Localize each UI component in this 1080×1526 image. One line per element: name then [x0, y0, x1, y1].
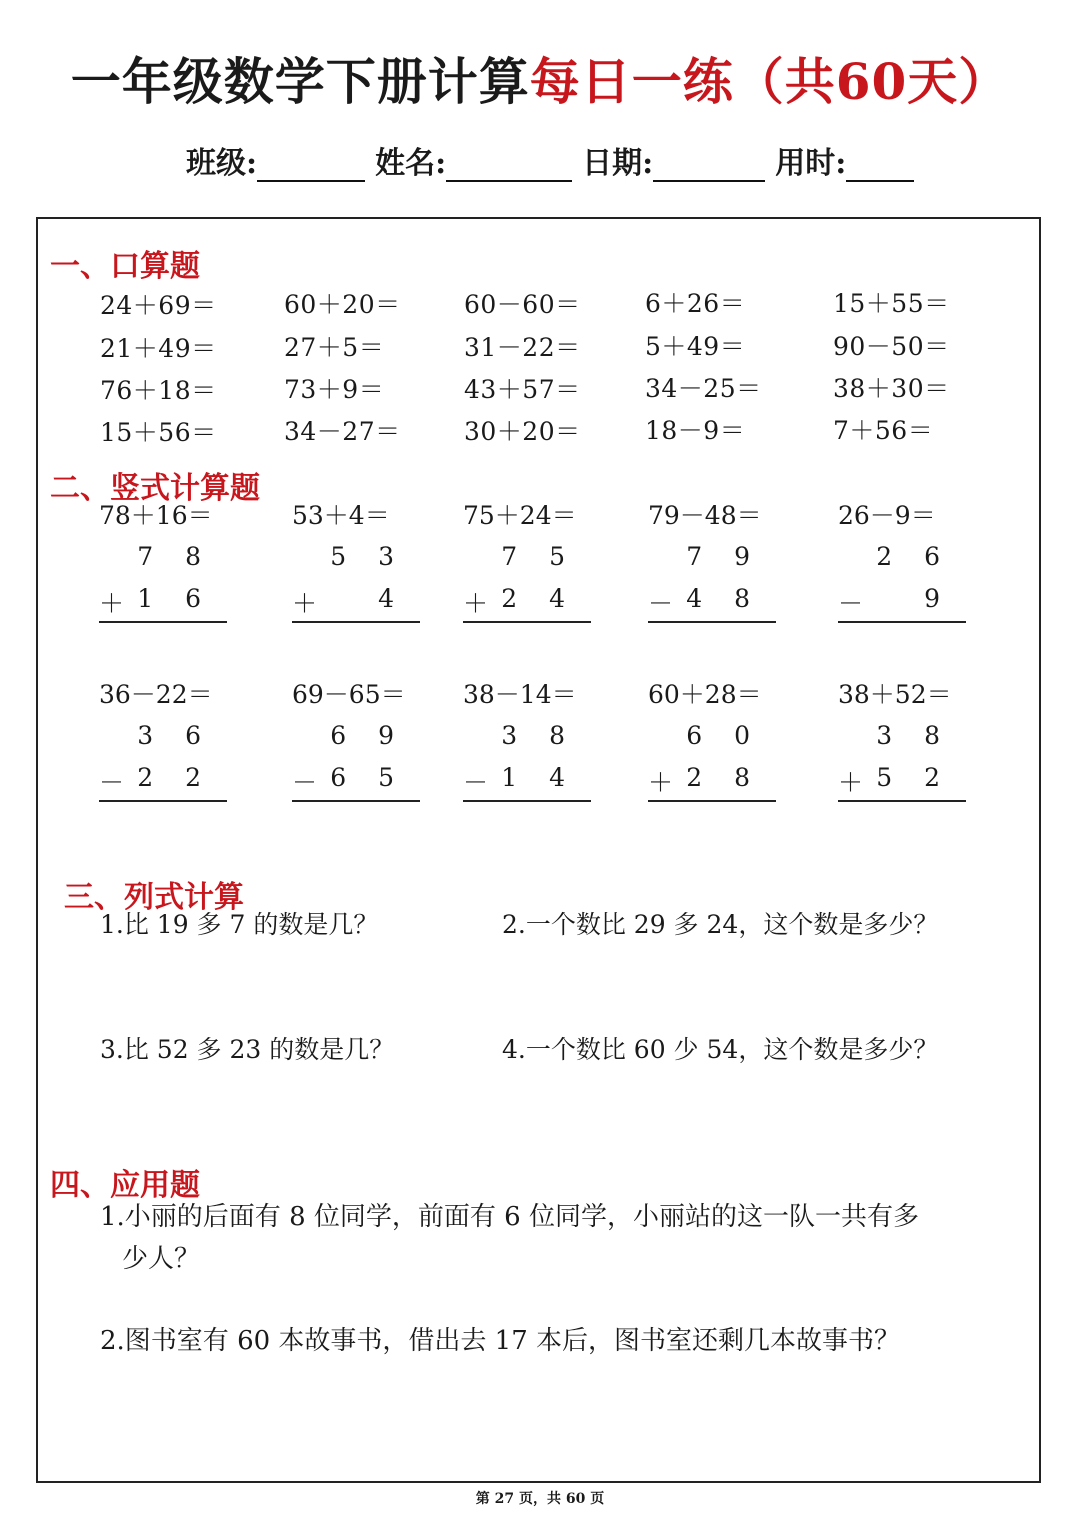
top-operand: 3 8 — [876, 721, 952, 750]
vertical-equation: 36－22＝ — [99, 680, 213, 709]
operator-sign: ＋ — [648, 768, 674, 797]
vertical-equation: 60＋28＝ — [648, 680, 762, 709]
answer-line — [292, 621, 420, 623]
page-footer: 第 27 页，共 60 页 — [475, 1491, 605, 1507]
listing-question-3: 3.比 52 多 23 的数是几？ — [100, 1035, 395, 1064]
operator-sign: － — [463, 768, 489, 797]
word-problem-1-line2: 少人？ — [122, 1244, 201, 1274]
section-vertical-calc-title: 二、竖式计算题 — [50, 471, 260, 506]
mental-equation: 24＋69＝ — [100, 291, 217, 320]
bottom-operand: 2 2 — [137, 763, 213, 792]
answer-line — [99, 621, 227, 623]
answer-line — [99, 800, 227, 802]
student-info-line — [186, 138, 924, 182]
mental-equation: 7＋56＝ — [833, 415, 934, 445]
class-blank[interactable] — [257, 146, 365, 182]
operator-sign: － — [99, 768, 125, 797]
mental-equation: 27＋5＝ — [284, 333, 385, 363]
time-label: 用时: — [775, 146, 847, 181]
answer-line — [292, 800, 420, 802]
name-label: 姓名: — [375, 146, 447, 181]
bottom-operand: 2 4 — [501, 584, 577, 613]
bottom-operand: 6 5 — [330, 763, 406, 792]
vertical-equation: 38－14＝ — [463, 680, 577, 709]
listing-question-2: 2.一个数比 29 多 24，这个数是多少？ — [502, 910, 939, 939]
mental-equation: 6＋26＝ — [645, 289, 746, 319]
answer-line — [838, 800, 966, 802]
mental-equation: 18－9＝ — [645, 416, 746, 446]
vertical-equation: 26－9＝ — [838, 501, 936, 530]
operator-sign: － — [838, 589, 864, 618]
answer-line — [838, 621, 966, 623]
date-label: 日期: — [582, 146, 654, 181]
answer-line — [463, 800, 591, 802]
vertical-equation: 79－48＝ — [648, 501, 762, 530]
top-operand: 6 0 — [686, 721, 762, 750]
operator-sign: ＋ — [292, 589, 318, 618]
top-operand: 7 9 — [686, 542, 762, 571]
operator-sign: ＋ — [463, 589, 489, 618]
operator-sign: － — [292, 768, 318, 797]
mental-equation: 15＋55＝ — [833, 288, 950, 318]
date-blank[interactable] — [653, 146, 765, 182]
top-operand: 3 8 — [501, 721, 577, 750]
mental-equation: 60＋20＝ — [284, 290, 401, 320]
time-blank[interactable] — [846, 146, 914, 182]
section-mental-math-title: 一、口算题 — [50, 249, 200, 284]
top-operand: 7 8 — [137, 542, 213, 571]
title-black: 一年级数学下册计算 — [70, 52, 530, 111]
mental-equation: 30＋20＝ — [464, 416, 581, 446]
class-label: 班级: — [186, 146, 258, 181]
mental-equation: 73＋9＝ — [284, 375, 385, 405]
title-red: 每日一练（共60天） — [529, 52, 1010, 111]
mental-equation: 15＋56＝ — [100, 418, 217, 447]
mental-equation: 34－25＝ — [645, 374, 762, 404]
listing-question-1: 1.比 19 多 7 的数是几？ — [100, 910, 379, 939]
vertical-equation: 75＋24＝ — [463, 501, 577, 530]
mental-equation: 38＋30＝ — [833, 373, 950, 403]
section-word-problems-title: 四、应用题 — [50, 1168, 200, 1203]
mental-equation: 90－50＝ — [833, 331, 950, 361]
mental-equation: 34－27＝ — [284, 417, 401, 447]
bottom-operand: 9 — [924, 584, 952, 613]
answer-line — [463, 621, 591, 623]
operator-sign: ＋ — [838, 768, 864, 797]
top-operand: 3 6 — [137, 721, 213, 750]
mental-equation: 31－22＝ — [464, 332, 581, 362]
bottom-operand: 1 6 — [137, 584, 213, 613]
vertical-equation: 53＋4＝ — [292, 501, 390, 530]
answer-line — [648, 800, 776, 802]
listing-question-4: 4.一个数比 60 少 54，这个数是多少？ — [502, 1035, 939, 1064]
top-operand: 6 9 — [330, 721, 406, 750]
mental-equation: 76＋18＝ — [100, 376, 217, 405]
section-listing-title: 三、列式计算 — [64, 880, 244, 915]
vertical-equation: 69－65＝ — [292, 680, 406, 709]
bottom-operand: 1 4 — [501, 763, 577, 792]
mental-equation: 60－60＝ — [464, 289, 581, 319]
operator-sign: ＋ — [99, 589, 125, 618]
vertical-equation: 78＋16＝ — [99, 501, 213, 530]
bottom-operand: 4 8 — [686, 584, 762, 613]
top-operand: 5 3 — [330, 542, 406, 571]
mental-equation: 5＋49＝ — [645, 332, 746, 362]
word-problem-1-line1: 1.小丽的后面有 8 位同学，前面有 6 位同学，小丽站的这一队一共有多 — [100, 1202, 919, 1232]
answer-line — [648, 621, 776, 623]
page-title — [0, 42, 1080, 114]
bottom-operand: 2 8 — [686, 763, 762, 792]
operator-sign: － — [648, 589, 674, 618]
vertical-equation: 38＋52＝ — [838, 680, 952, 709]
top-operand: 2 6 — [876, 542, 952, 571]
word-problem-2: 2.图书室有 60 本故事书，借出去 17 本后，图书室还剩几本故事书？ — [100, 1326, 901, 1356]
bottom-operand: 4 — [378, 584, 406, 613]
bottom-operand: 5 2 — [876, 763, 952, 792]
top-operand: 7 5 — [501, 542, 577, 571]
mental-equation: 21＋49＝ — [100, 334, 217, 363]
name-blank[interactable] — [446, 146, 572, 182]
mental-equation: 43＋57＝ — [464, 374, 581, 404]
